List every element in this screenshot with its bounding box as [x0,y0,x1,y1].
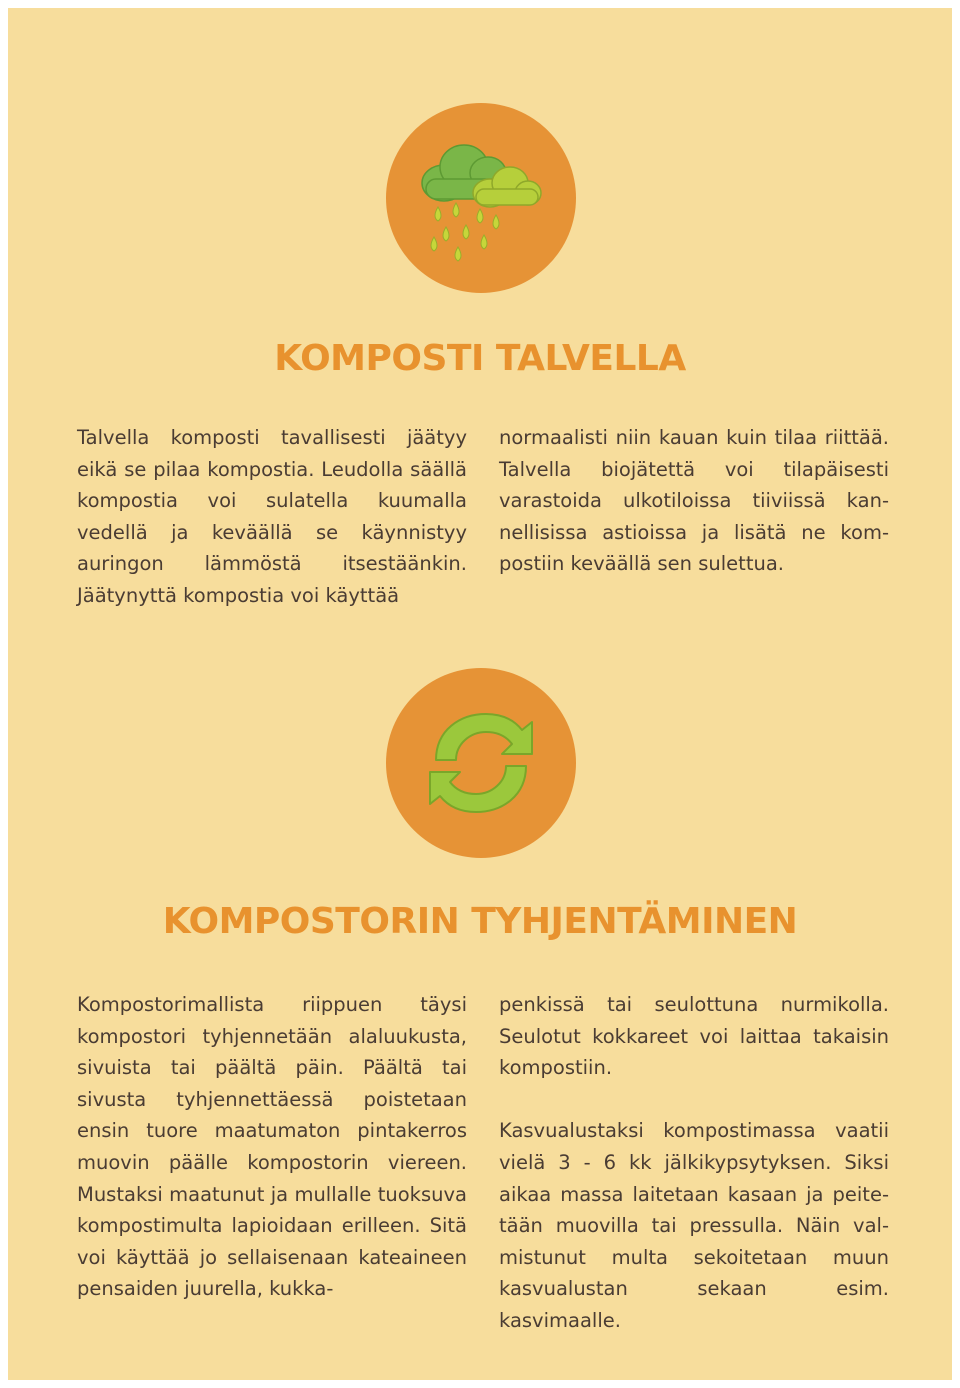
section-title-winter: KOMPOSTI TALVELLA [274,338,686,379]
emptying-paragraph-right-2: Kasvualustaksi kompostimassa vaatii vielä 3 - 6 kk jälkikypsytyksen. Siksi aikaa massa laitetaan kasaan ja peitetään muovilla tai pressulla. Näin valmistunut multa sekoitetaan muun kasvualustan sekaan esim. kasvimaalle. [499,1119,889,1332]
emptying-text-left [77,989,467,1305]
recycle-icon-circle [386,668,576,858]
rain-cloud-icon-circle [386,103,576,293]
recycle-arrows-icon [386,668,576,858]
section-title-emptying: KOMPOSTORIN TYHJENTÄMINEN [162,901,798,942]
emptying-paragraph-right-1: penkissä tai seulottuna nurmikolla. Seulotut kokkareet voi laittaa takaisin kompostiin. [499,993,889,1080]
winter-paragraph-right: normaalisti niin kauan kuin tilaa riittää. Talvella biojätettä voi tilapäisesti varastoida ulkotiloissa tiiviissä kannellisissa astioissa ja lisätä ne kompostiin keväällä sen sulettua. [499,426,889,576]
emptying-paragraph-left: Kompostorimallista riippuen täysi kompostori tyhjennetään alaluukusta, sivuista tai päältä päin. Päältä tai sivusta tyhjennettäessä poistetaan ensin tuore maatumaton pintakerros muovin päälle kompostorin viereen. Mustaksi maatunut ja mullalle tuoksuva kompostimulta lapioidaan erilleen. Sitä voi käyttää jo sellaisenaan kateaineen pensaiden juurella, kukka- [77,993,467,1301]
winter-paragraph-left: Talvella komposti tavallisesti jäätyy eikä se pilaa kompostia. Leudolla säällä kompostia voi sulatella kuumalla vedellä ja keväällä se käynnistyy auringon lämmöstä itsestäänkin. Jäätynyttä kompostia voi käyttää [77,426,467,607]
emptying-text-right [499,989,889,1337]
winter-text-right [499,422,889,580]
winter-text-left [77,422,467,612]
rain-cloud-icon [386,103,576,293]
page [8,8,952,1380]
